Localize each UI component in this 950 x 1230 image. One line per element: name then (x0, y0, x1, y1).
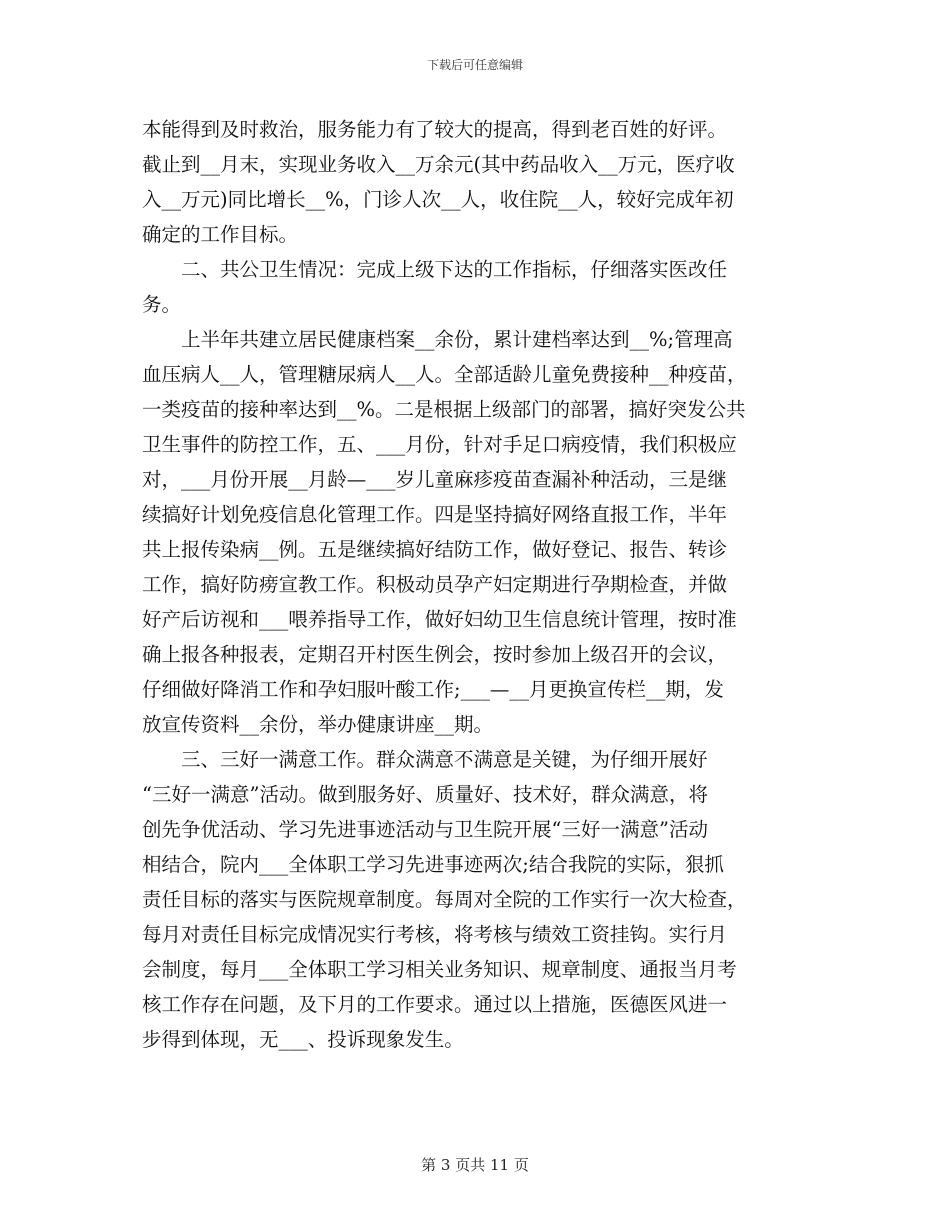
text-line: 责任目标的落实与医院规章制度。每周对全院的工作实行一次大检查， (142, 888, 747, 911)
text-line: 核工作存在问题，及下月的工作要求。通过以上措施，医德医风进一 (142, 993, 728, 1016)
text-line: 确上报各种报表，定期召开村医生例会，按时参加上级召开的会议， (142, 643, 728, 666)
document-body (142, 112, 807, 1057)
text-line: 务。 (142, 293, 182, 316)
text-line: 二、共公卫生情况：完成上级下达的工作指标，仔细落实医改任 (142, 258, 728, 281)
text-line: 续搞好计划免疫信息化管理工作。四是坚持搞好网络直报工作，半年 (142, 503, 728, 526)
text-line: 创先争优活动、学习先进事迹活动与卫生院开展“三好一满意”活动 (142, 818, 708, 841)
page-header: 下载后可任意编辑 (426, 58, 523, 72)
text-line: 卫生事件的防控工作，五、___月份，针对手足口病疫情，我们积极应 (142, 433, 737, 456)
text-line: 步得到体现，无___、投诉现象发生。 (142, 1028, 464, 1051)
text-line: 每月对责任目标完成情况实行考核，将考核与绩效工资挂钩。实行月 (142, 923, 728, 946)
text-line: 一类疫苗的接种率达到__%。二是根据上级部门的部署，搞好突发公共 (142, 398, 746, 421)
text-line: 仔细做好降消工作和孕妇服叶酸工作;___—__月更换宣传栏__期，发 (142, 678, 724, 701)
text-line: 相结合，院内___全体职工学习先进事迹两次;结合我院的实际，狠抓 (142, 853, 724, 876)
text-line: 共上报传染病__例。五是继续搞好结防工作，做好登记、报告、转诊 (142, 538, 728, 561)
text-line: 本能得到及时救治，服务能力有了较大的提高，得到老百姓的好评。 (142, 118, 728, 141)
text-line: 血压病人__人，管理糖尿病人__人。全部适龄儿童免费接种__种疫苗， (142, 363, 747, 386)
text-line: 工作，搞好防痨宣教工作。积极动员孕产妇定期进行孕期检查，并做 (142, 573, 728, 596)
text-line: 确定的工作目标。 (142, 223, 299, 246)
text-line: 三、三好一满意工作。群众满意不满意是关键，为仔细开展好 (142, 748, 708, 771)
text-line: 入__万元)同比增长__%，门诊人次__人，收住院__人，较好完成年初 (142, 188, 734, 211)
text-line: 对，___月份开展__月龄—___岁儿童麻疹疫苗查漏补种活动，三是继 (142, 468, 728, 491)
text-line: “三好一满意”活动。做到服务好、质量好、技术好，群众满意，将 (142, 783, 708, 806)
text-line: 上半年共建立居民健康档案__余份，累计建档率达到__%;管理高 (142, 328, 733, 351)
text-line: 好产后访视和___喂养指导工作，做好妇幼卫生信息统计管理，按时准 (142, 608, 737, 631)
text-line: 放宣传资料__余份，举办健康讲座__期。 (142, 713, 494, 736)
page-footer: 第 3 页共 11 页 (421, 1156, 529, 1174)
text-line: 会制度，每月___全体职工学习相关业务知识、规章制度、通报当月考 (142, 958, 737, 981)
text-line: 截止到__月末，实现业务收入__万余元(其中药品收入__万元，医疗收 (142, 153, 735, 176)
